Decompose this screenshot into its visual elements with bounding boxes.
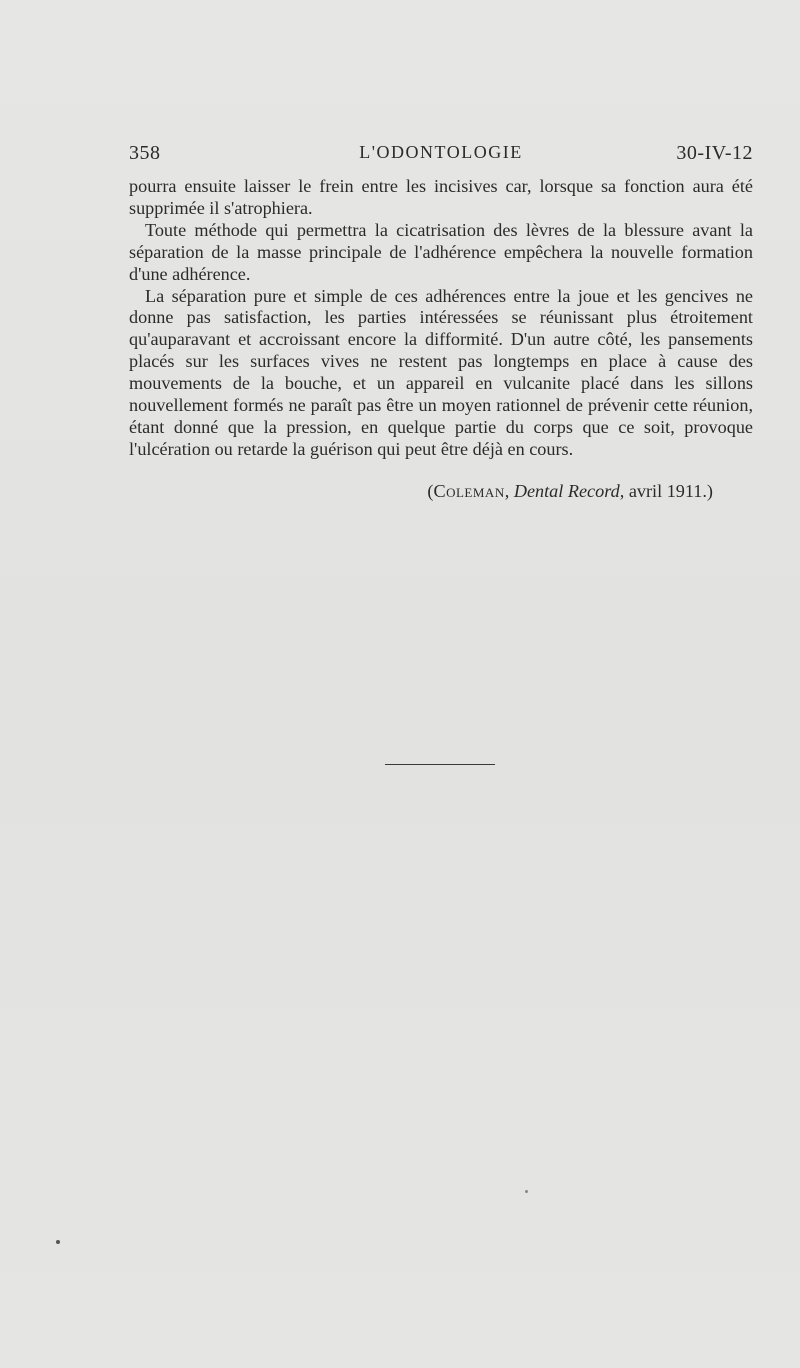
citation-journal: Dental Record, — [513, 481, 625, 501]
page-number: 358 — [129, 142, 161, 164]
paragraph-healing-method: Toute méthode qui permettra la cicatrisation des lèvres de la blessure avant la séparation de la masse principale de l'adhérence empêchera la nouvelle formation d'une adhérence. — [129, 219, 753, 284]
citation — [129, 480, 713, 502]
running-header — [129, 142, 753, 170]
issue-date: 30-IV-12 — [676, 142, 753, 164]
citation-author: Coleman — [433, 481, 505, 501]
citation-date: avril 1911.) — [624, 481, 713, 501]
paragraph-separation: La séparation pure et simple de ces adhérences entre la joue et les gencives ne donne pas satisfaction, les parties intéressées se réunissant plus étroitement qu'auparavant et accroissant encore la difformité. D'un autre côté, les pansements placés sur les surfaces vives ne restent pas longtemps en place à cause des mouvements de la bouche, et un appareil en vulcanite placé dans les sillons nouvellement formés ne paraît pas être un moyen rationnel de prévenir cette réunion, étant donné que la pression, en quelque partie du corps que ce soit, provoque l'ulcération ou retarde la guérison qui peut être déjà en cours. — [129, 285, 753, 459]
citation-separator: , — [504, 481, 514, 501]
paper-speck — [525, 1190, 528, 1193]
paragraph-continuation: pourra ensuite laisser le frein entre les incisives car, lorsque sa fonction aura été supprimée il s'atrophiera. — [129, 176, 753, 218]
journal-title: L'ODONTOLOGIE — [359, 142, 523, 162]
paper-speck — [56, 1240, 60, 1244]
section-divider — [385, 764, 495, 765]
body-text — [129, 176, 753, 461]
citation-open: ( — [427, 481, 434, 501]
